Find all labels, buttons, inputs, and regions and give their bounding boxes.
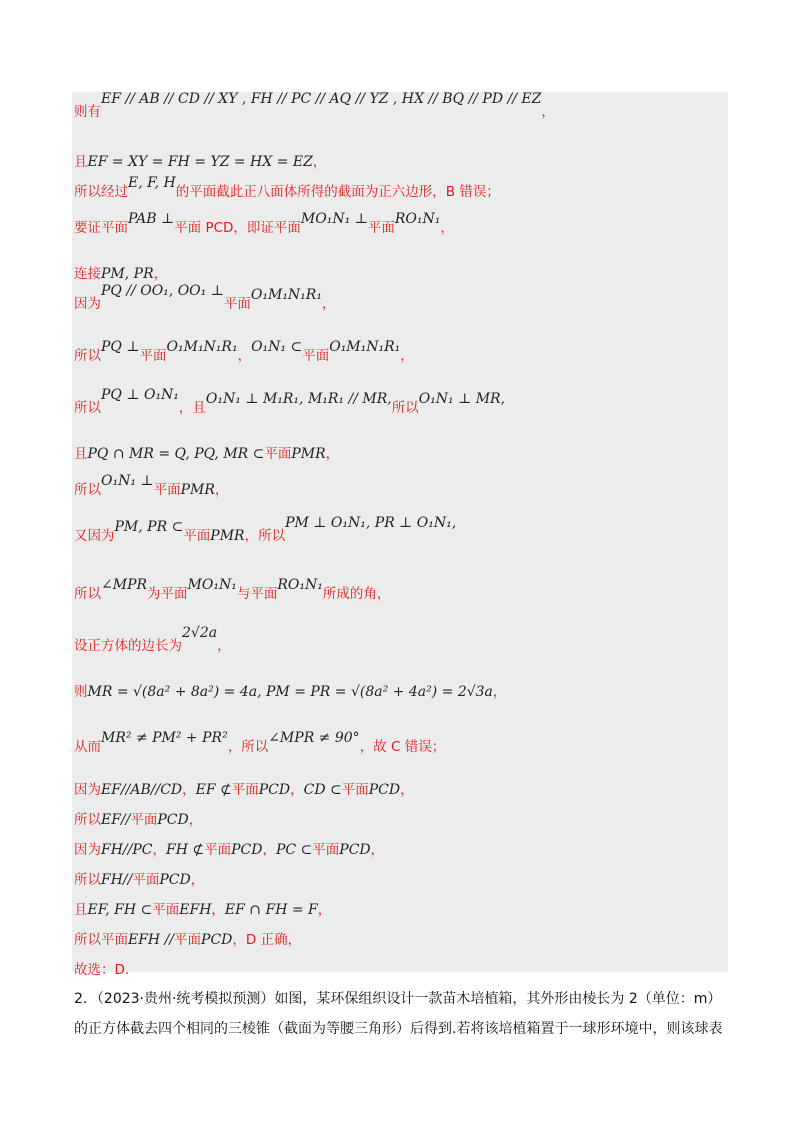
- math-expression: PCD: [231, 842, 263, 858]
- solution-text: ，所以: [244, 528, 286, 544]
- math-expression: PQ // OO₁, OO₁ ⊥: [101, 283, 224, 299]
- math-expression: O₁M₁N₁R₁: [166, 339, 238, 355]
- solution-text: 所以: [74, 400, 101, 416]
- math-expression: PCD: [159, 872, 191, 888]
- solution-text: 又因为: [74, 528, 115, 544]
- solution-text: 平面 PCD，即证平面: [174, 220, 301, 236]
- math-expression: PMR: [210, 528, 245, 544]
- solution-line: [74, 625, 231, 654]
- solution-text: 所以: [74, 586, 101, 602]
- math-expression: ∠MPR ≠ 90°: [268, 730, 360, 746]
- solution-text: ，: [321, 296, 336, 312]
- solution-text: 所以经过: [74, 184, 128, 200]
- solution-text: ，: [400, 348, 414, 364]
- solution-text: 平面: [153, 482, 181, 498]
- solution-line: [74, 387, 506, 416]
- solution-text: ，: [152, 842, 166, 858]
- solution-text: 且: [74, 154, 88, 170]
- math-expression: PCD: [258, 782, 291, 798]
- solution-text: 从而: [74, 739, 101, 755]
- solution-text: 连接: [74, 266, 101, 282]
- solution-line: [74, 175, 500, 200]
- math-expression: EF ∩ FH = F: [224, 902, 318, 918]
- solution-line: [74, 515, 457, 544]
- math-expression: E, F, H: [128, 175, 176, 191]
- math-expression: PM, PR: [101, 266, 154, 282]
- solution-text: 因为: [74, 782, 101, 798]
- solution-text: 所以: [74, 348, 101, 364]
- solution-text: ，: [492, 684, 507, 700]
- solution-line: [74, 898, 331, 918]
- solution-text: 的平面截此正八面体所得的截面为正六边形，B 错误；: [175, 184, 500, 200]
- math-expression: PQ ∩ MR = Q, PQ, MR ⊂: [87, 446, 265, 462]
- math-expression: EFH //: [128, 932, 175, 948]
- math-expression: PQ ⊥: [101, 339, 140, 355]
- solution-line: [74, 339, 414, 364]
- solution-text: 设正方体的边长为: [74, 638, 182, 654]
- solution-text: 平面: [367, 220, 395, 236]
- solution-text: 且: [74, 446, 88, 462]
- solution-text: ，: [237, 348, 252, 364]
- solution-text: 所以: [74, 812, 101, 828]
- solution-text: ，: [370, 842, 385, 858]
- solution-text: ，: [325, 446, 340, 462]
- math-expression: 2√2a: [182, 625, 218, 641]
- solution-line: [74, 211, 454, 236]
- solution-text: ，: [211, 902, 225, 918]
- math-expression: PAB ⊥: [128, 211, 175, 227]
- solution-text: ，: [262, 842, 276, 858]
- solution-text: ，: [214, 482, 229, 498]
- math-expression: FH//: [101, 872, 133, 888]
- math-expression: EF // AB // CD // XY , FH // PC // AQ // YZ , HX // BQ // PD // EZ: [101, 91, 542, 107]
- solution-line: [74, 928, 301, 948]
- math-expression: PMR: [180, 482, 215, 498]
- solution-text: 平面: [264, 446, 292, 462]
- math-expression: O₁N₁ ⊥ M₁R₁, M₁R₁ // MR,: [205, 391, 392, 407]
- solution-text: 与平面: [236, 586, 278, 602]
- solution-text: ，且: [178, 400, 206, 416]
- solution-text: 则有: [74, 104, 101, 120]
- solution-text: ，: [217, 638, 231, 654]
- solution-text: 所以: [74, 872, 101, 888]
- solution-line: [74, 473, 229, 498]
- solution-text: 平面: [139, 348, 167, 364]
- question-line-2: 的正方体截去四个相同的三棱锥（截面为等腰三角形）后得到.若将该培植箱置于一球形环境中，则该球表: [74, 1021, 723, 1037]
- math-expression: EF ⊄: [195, 782, 232, 798]
- solution-text: ，: [317, 902, 332, 918]
- math-expression: RO₁N₁: [394, 211, 441, 227]
- solution-line: [74, 442, 339, 462]
- math-expression: MO₁N₁ ⊥: [300, 211, 368, 227]
- solution-line: [74, 958, 129, 978]
- solution-text: 要证平面: [74, 220, 128, 236]
- solution-text: 故选：D.: [74, 962, 130, 978]
- solution-text: 平面: [231, 782, 259, 798]
- math-expression: EFH: [179, 902, 212, 918]
- math-expression: PCD: [339, 842, 371, 858]
- math-expression: O₁M₁N₁R₁: [250, 287, 322, 303]
- math-expression: PM ⊥ O₁N₁, PR ⊥ O₁N₁,: [285, 515, 457, 531]
- solution-text: ，: [153, 266, 168, 282]
- solution-text: 平面: [174, 932, 202, 948]
- solution-text: 因为: [74, 842, 101, 858]
- math-expression: MO₁N₁: [187, 577, 237, 593]
- question-line-1: 2．（2023·贵州·统考模拟预测）如图，某环保组织设计一款苗木培植箱，其外形由棱长为 2（单位：m）: [74, 991, 722, 1007]
- solution-line: [74, 778, 414, 798]
- math-expression: FH ⊄: [166, 842, 205, 858]
- solution-text: 平面: [152, 902, 180, 918]
- solution-line: [74, 730, 446, 755]
- math-expression: CD ⊂: [303, 782, 342, 798]
- solution-text: 平面: [204, 842, 232, 858]
- solution-line: [74, 262, 167, 282]
- solution-text: ，: [188, 812, 203, 828]
- solution-text: 平面: [183, 528, 211, 544]
- math-expression: EF//: [101, 812, 131, 828]
- solution-text: ，: [541, 104, 555, 120]
- math-expression: PQ ⊥ O₁N₁: [101, 387, 179, 403]
- solution-text: ，所以: [227, 739, 269, 755]
- math-expression: RO₁N₁: [277, 577, 323, 593]
- solution-text: ，: [312, 154, 327, 170]
- solution-line: [74, 91, 555, 120]
- math-expression: O₁N₁ ⊥: [101, 473, 154, 489]
- math-expression: O₁N₁ ⊂: [251, 339, 303, 355]
- math-expression: O₁N₁ ⊥ MR,: [418, 391, 506, 407]
- solution-line: [74, 680, 506, 700]
- math-expression: MR² ≠ PM² + PR²: [101, 730, 228, 746]
- math-expression: FH//PC: [101, 842, 153, 858]
- math-expression: PC ⊂: [275, 842, 313, 858]
- math-expression: PCD: [201, 932, 233, 948]
- solution-text: 所以: [391, 400, 419, 416]
- solution-text: 所以平面: [74, 932, 128, 948]
- solution-text: 所以: [74, 482, 101, 498]
- solution-text: 且: [74, 902, 88, 918]
- math-expression: PCD: [368, 782, 401, 798]
- solution-text: 则: [74, 684, 88, 700]
- solution-line: [74, 577, 391, 602]
- math-expression: PCD: [157, 812, 189, 828]
- solution-text: 平面: [132, 872, 160, 888]
- math-expression: EF//AB//CD: [101, 782, 183, 798]
- math-expression: ∠MPR: [101, 577, 148, 593]
- solution-text: ，: [190, 872, 205, 888]
- solution-text: 为平面: [147, 586, 188, 602]
- math-expression: PMR: [291, 446, 326, 462]
- solution-text: ，D 正确，: [232, 932, 302, 948]
- solution-text: ，: [290, 782, 304, 798]
- solution-text: ，: [182, 782, 196, 798]
- solution-text: 平面: [130, 812, 158, 828]
- solution-text: 所成的角，: [322, 586, 391, 602]
- math-expression: EF, FH ⊂: [87, 902, 153, 918]
- solution-text: 平面: [302, 348, 330, 364]
- solution-line: [74, 808, 202, 828]
- math-expression: EF = XY = FH = YZ = HX = EZ: [87, 154, 313, 170]
- math-expression: O₁M₁N₁R₁: [329, 339, 401, 355]
- solution-text: 平面: [312, 842, 340, 858]
- solution-line: [74, 868, 204, 888]
- solution-text: ，: [440, 220, 454, 236]
- solution-text: 平面: [223, 296, 251, 312]
- solution-line: [74, 150, 326, 170]
- solution-text: ，: [400, 782, 414, 798]
- solution-text: ，故 C 错误；: [359, 739, 446, 755]
- solution-text: 因为: [74, 296, 101, 312]
- solution-line: [74, 838, 384, 858]
- solution-text: 平面: [341, 782, 369, 798]
- math-expression: MR = √(8a² + 8a²) = 4a, PM = PR = √(8a² + 4a²) = 2√3a: [87, 684, 493, 700]
- solution-line: [74, 283, 336, 312]
- math-expression: PM, PR ⊂: [114, 519, 184, 535]
